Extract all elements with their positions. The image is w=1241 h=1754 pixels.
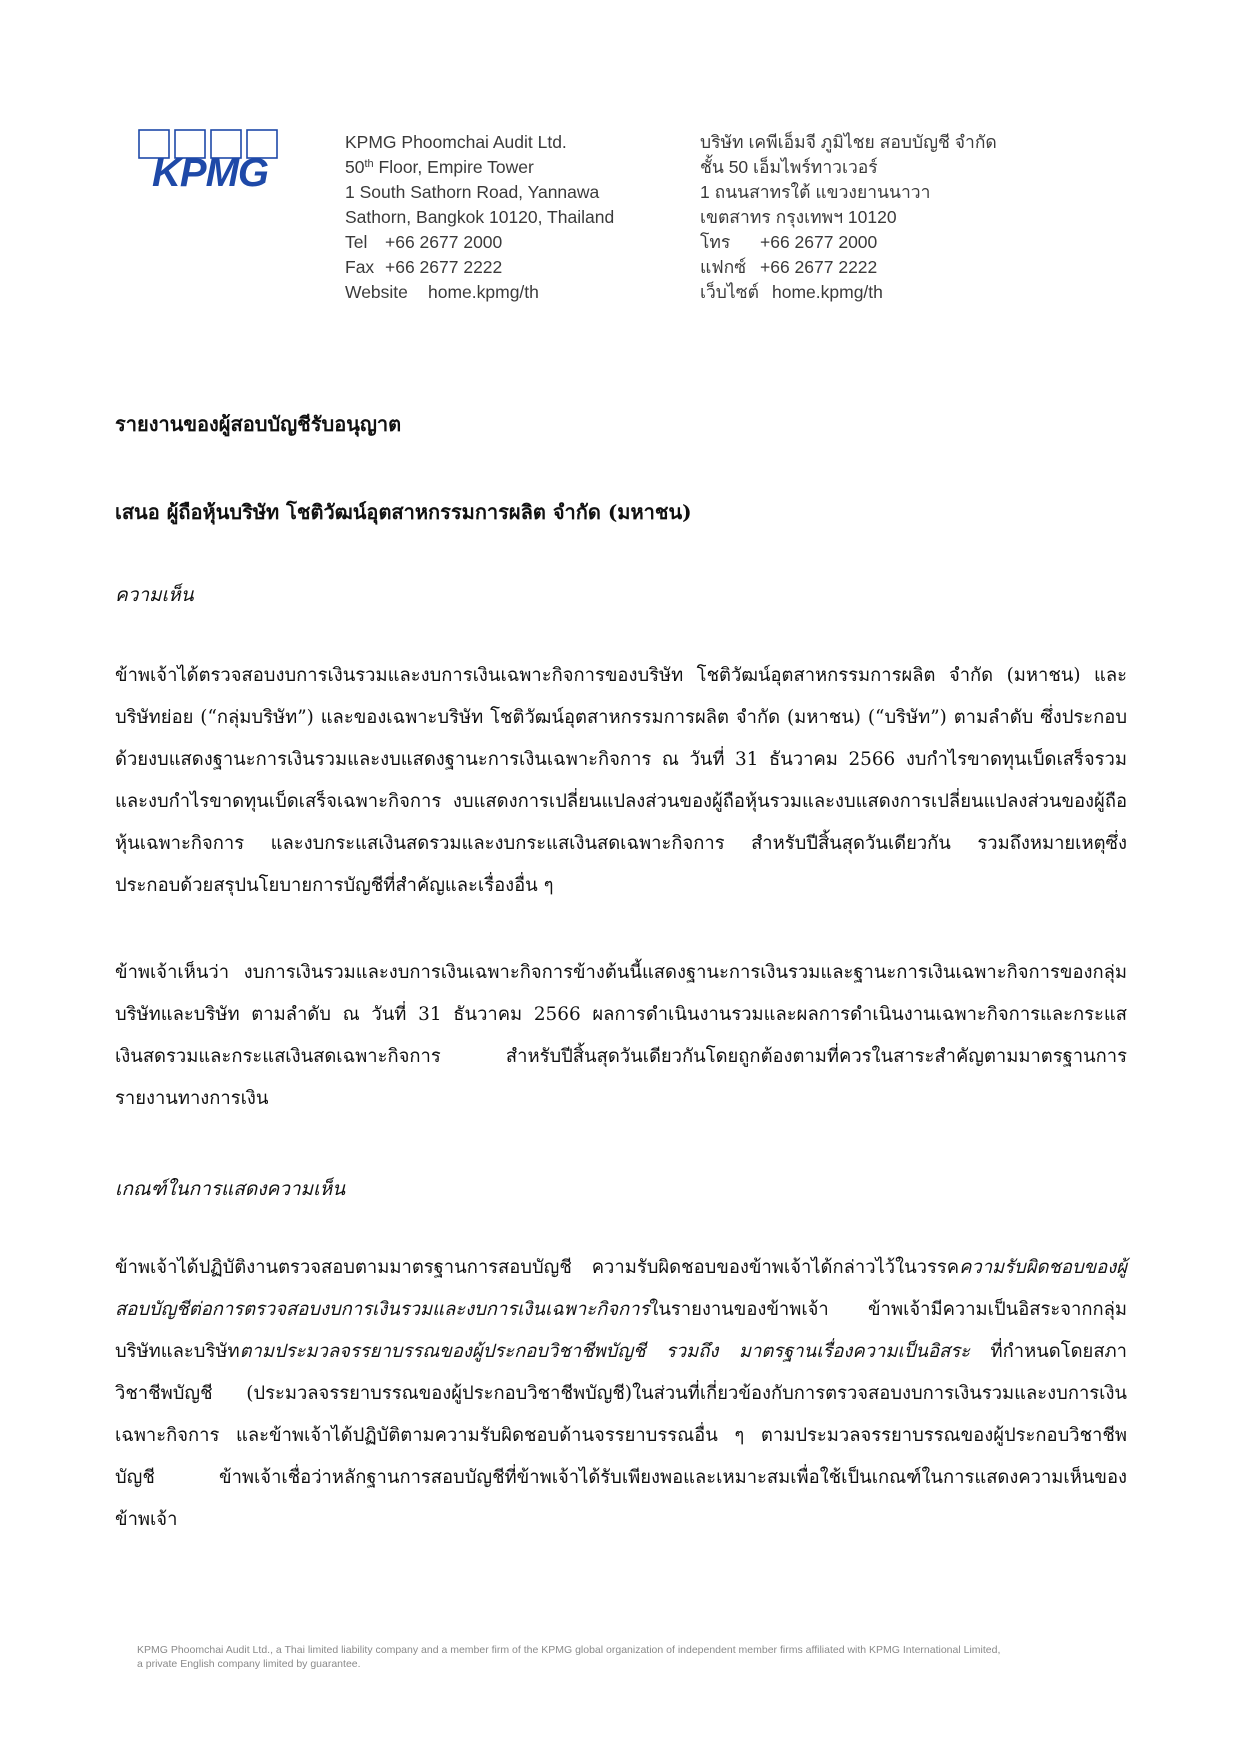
legal-footer [137, 1643, 1117, 1671]
company-name-th: บริษัท เคพีเอ็มจี ภูมิไชย สอบบัญชี จำกัด [700, 132, 997, 152]
opinion-paragraph-2: ข้าพเจ้าเห็นว่า งบการเงินรวมและงบการเงินเฉพาะกิจการข้างต้นนี้แสดงฐานะการเงินรวมและฐานะการเงินเฉพาะกิจการของกลุ่มบริษัทและบริษัท ตามลำดับ ณ วันที่ 31 ธันวาคม 2566 ผลการดำเนินงานรวมและผลการดำเนินงานเฉพาะกิจการและกระแสเงินสดรวมและกระแสเงินสดเฉพาะกิจการ สำหรับปีสิ้นสุดวันเดียวกันโดยถูกต้องตามที่ควรในสาระสำคัญตามมาตรฐานการรายงานทางการเงิน [115, 962, 1127, 1109]
street-th: 1 ถนนสาทรใต้ แขวงยานนาวา [700, 182, 931, 202]
company-name-en: KPMG Phoomchai Audit Ltd. [345, 132, 567, 152]
footer-line-1: KPMG Phoomchai Audit Ltd., a Thai limited liability company and a member firm of the KPMG global organization of independent member firms affiliated with KPMG International Limited, [137, 1644, 1001, 1656]
basis-paragraph: ข้าพเจ้าได้ปฏิบัติงานตรวจสอบตามมาตรฐานการสอบบัญชี ความรับผิดชอบของข้าพเจ้าได้กล่าวไว้ในวรรคความรับผิดชอบของผู้สอบบัญชีต่อการตรวจสอบงบการเงินรวมและงบการเงินเฉพาะกิจการในรายงานของข้าพเจ้า ข้าพเจ้ามีความเป็นอิสระจากกลุ่มบริษัทและบริษัทตามประมวลจรรยาบรรณของผู้ประกอบวิชาชีพบัญชี รวมถึง มาตรฐานเรื่องความเป็นอิสระ ที่กำหนดโดยสภาวิชาชีพบัญชี (ประมวลจรรยาบรรณของผู้ประกอบวิชาชีพบัญชี)ในส่วนที่เกี่ยวข้องกับการตรวจสอบงบการเงินรวมและงบการเงินเฉพาะกิจการ และข้าพเจ้าได้ปฏิบัติตามความรับผิดชอบด้านจรรยาบรรณอื่น ๆ ตามประมวลจรรยาบรรณของผู้ประกอบวิชาชีพบัญชี ข้าพเจ้าเชื่อว่าหลักฐานการสอบบัญชีที่ข้าพเจ้าได้รับเพียงพอและเหมาะสมเพื่อใช้เป็นเกณฑ์ในการแสดงความเห็นของข้าพเจ้า [115, 1257, 1127, 1530]
opinion-heading: ความเห็น [115, 584, 194, 606]
tel-th: โทร +66 2677 2000 [700, 232, 878, 252]
fax-en: Fax +66 2677 2222 [345, 257, 503, 277]
website-en: Website home.kpmg/th [345, 282, 539, 302]
opinion-paragraph-1: ข้าพเจ้าได้ตรวจสอบงบการเงินรวมและงบการเงินเฉพาะกิจการของบริษัท โชติวัฒน์อุตสาหกรรมการผลิต จำกัด (มหาชน) และบริษัทย่อย (“กลุ่มบริษัท”) และของเฉพาะบริษัท โชติวัฒน์อุตสาหกรรมการผลิต จำกัด (มหาชน) (“บริษัท”) ตามลำดับ ซึ่งประกอบด้วยงบแสดงฐานะการเงินรวมและงบแสดงฐานะการเงินเฉพาะกิจการ ณ วันที่ 31 ธันวาคม 2566 งบกำไรขาดทุนเบ็ดเสร็จรวมและงบกำไรขาดทุนเบ็ดเสร็จเฉพาะกิจการ งบแสดงการเปลี่ยนแปลงส่วนของผู้ถือหุ้นรวมและงบแสดงการเปลี่ยนแปลงส่วนของผู้ถือหุ้นเฉพาะกิจการ และงบกระแสเงินสดรวมและงบกระแสเงินสดเฉพาะกิจการ สำหรับปีสิ้นสุดวันเดียวกัน รวมถึงหมายเหตุซึ่งประกอบด้วยสรุปนโยบายการบัญชีที่สำคัญและเรื่องอื่น ๆ [115, 665, 1127, 896]
street-en: 1 South Sathorn Road, Yannawa [345, 182, 600, 202]
basis-heading: เกณฑ์ในการแสดงความเห็น [115, 1178, 346, 1200]
website-th: เว็บไซต์ home.kpmg/th [700, 282, 883, 302]
address-english [345, 130, 614, 305]
city-en: Sathorn, Bangkok 10120, Thailand [345, 207, 615, 227]
fax-th: แฟกซ์ +66 2677 2222 [700, 257, 878, 277]
tel-en: Tel +66 2677 2000 [345, 232, 503, 252]
floor-th: ชั้น 50 เอ็มไพร์ทาวเวอร์ [700, 157, 878, 177]
city-th: เขตสาทร กรุงเทพฯ 10120 [700, 207, 897, 227]
report-title: รายงานของผู้สอบบัญชีรับอนุญาต [115, 412, 402, 436]
svg-text:KPMG: KPMG [152, 151, 268, 195]
report-addressee: เสนอ ผู้ถือหุ้นบริษัท โชติวัฒน์อุตสาหกรรมการผลิต จำกัด (มหาชน) [115, 500, 692, 524]
footer-line-2: a private English company limited by guarantee. [137, 1658, 361, 1670]
floor-en: 50th Floor, Empire Tower [345, 157, 534, 177]
kpmg-logo [135, 128, 285, 198]
address-thai [700, 130, 997, 305]
